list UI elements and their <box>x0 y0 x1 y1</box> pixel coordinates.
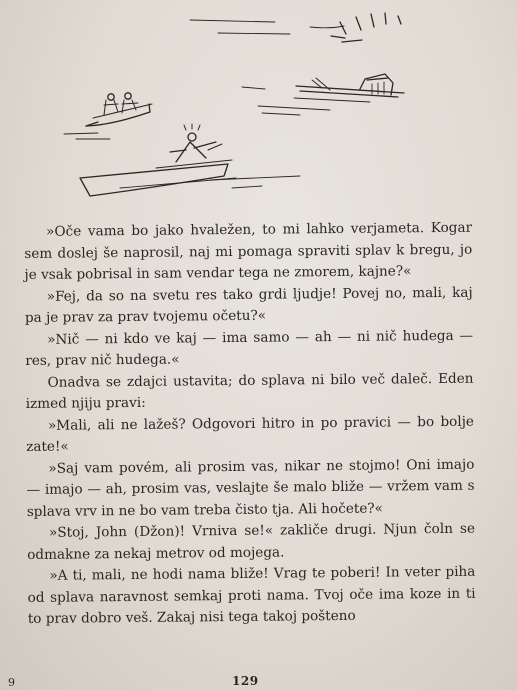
paragraph-4: Onadva se zdajci ustavita; do splava ni bilo več dalеč. Eden izmed njiju pravi: <box>25 370 474 412</box>
paragraph-1: »Oče vama bo jako hvaležen, to mi lahko verjameta. Kogar sem doslej še naprosil, naj mi pomaga spraviti splav k bregu, jo je vsak pobrisal in sam vendar tega ne zmorem, kajne?« <box>24 219 473 283</box>
page-number: 129 <box>232 674 259 688</box>
signature-mark: 9 <box>8 676 15 689</box>
body-text <box>24 218 476 631</box>
paragraph-3: »Nič — ni kdo ve kaj — ima samo — ah — ni nič hudega — res, prav nič hudega.« <box>25 327 474 369</box>
river-boats-illustration <box>0 0 517 215</box>
paragraph-2: »Fej, da so na svetu res tako grdi ljudje! Povej no, mali, kaj pa je prav za prav tvojemu očetu?« <box>24 284 473 326</box>
paragraph-5: »Mali, ali ne lažeš? Odgovori hitro in po pravici — bo bolje zate!« <box>26 413 475 455</box>
paragraph-6: »Saj vam povém, ali prosim vas, nikar ne stojmo! Oni imajo — imajo — ah, prosim vas, veslajte še malo bliže — vržem vam s splava vrv in ne bo vam treba čisto tja. Ali hočete?« <box>26 456 475 520</box>
paragraph-8: »A ti, mali, ne hodi nama bliže! Vrag te poberi! In veter piha od splava naravnost semkaj proti nama. Tvoj oče ima koze in ti to prav dobro veš. Zakaj nisi tega takoj pošteno <box>27 563 476 627</box>
page-footer <box>0 674 517 690</box>
paragraph-7: »Stoj, John (Džon)! Vrniva se!« zakliče drugi. Njun čoln se odmakne za nekaj metrov od mojega. <box>27 520 476 563</box>
